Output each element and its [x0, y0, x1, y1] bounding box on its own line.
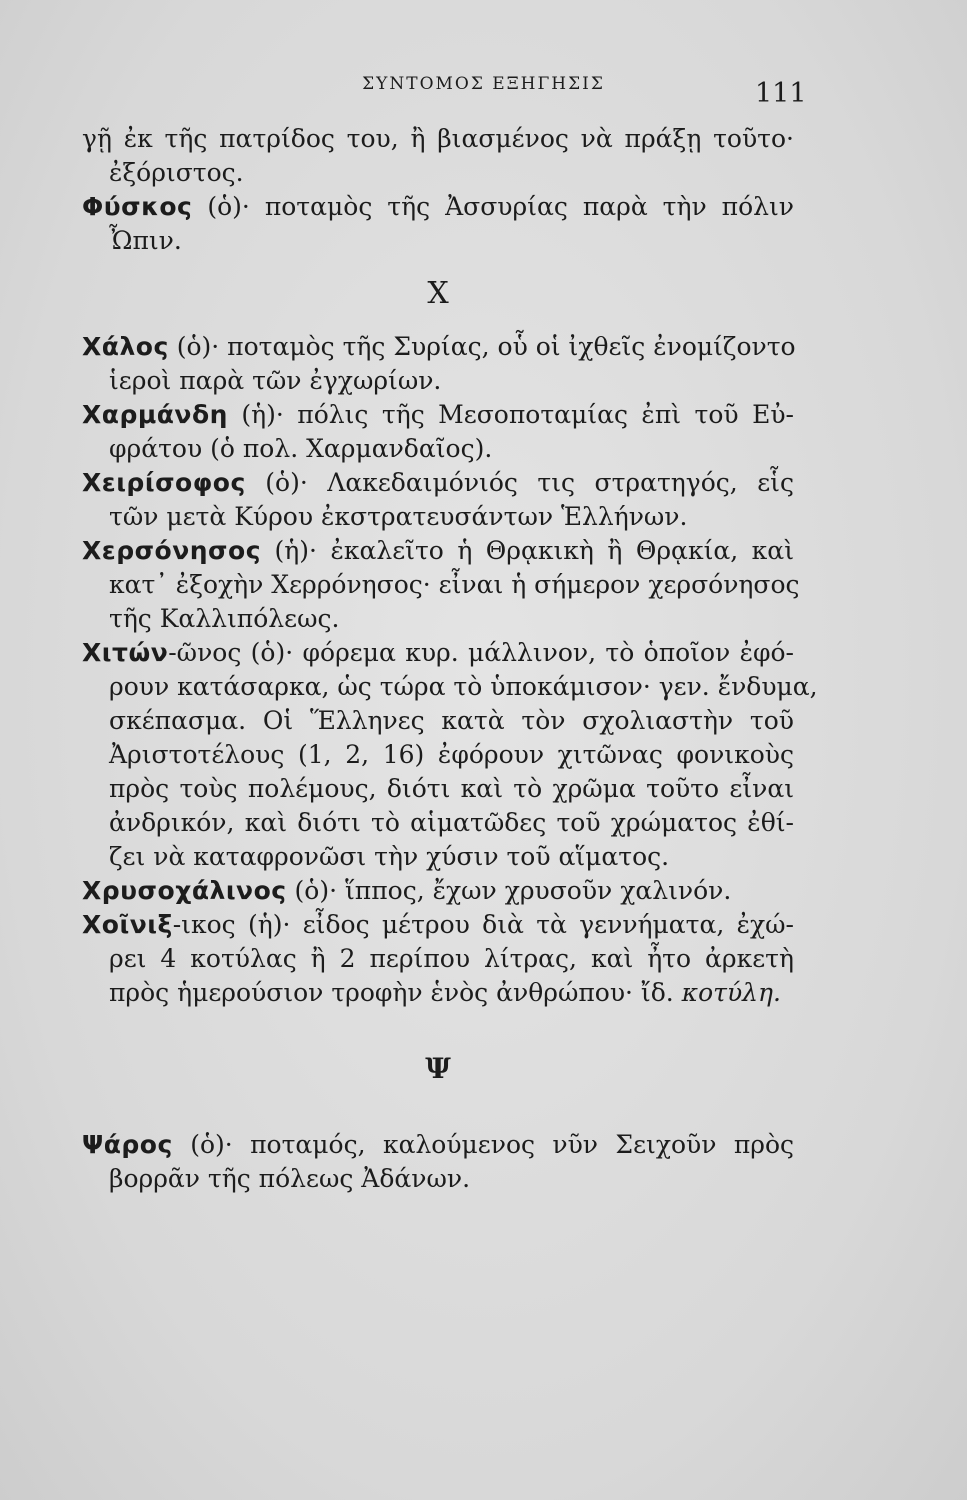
text-line: ρουν κατάσαρκα, ὡς τώρα τὸ ὑποκάμισον· γεν. ἔνδυμα,: [109, 672, 818, 701]
definition: (ὁ)· ποταμὸς τῆς Ἀσσυρίας παρὰ τὴν πόλιν: [192, 192, 794, 221]
definition: -ικος (ἡ)· εἶδος μέτρου διὰ τὰ γεννήματα, ἐχώ-: [172, 910, 794, 939]
text-line: ἐξόριστος.: [109, 158, 244, 187]
text-line: πρὸς τοὺς πολέμους, διότι καὶ τὸ χρῶμα τοῦτο εἶναι: [109, 774, 794, 803]
definition: (ὁ)· Λακεδαιμόνιός τις στρατηγός, εἷς: [245, 468, 794, 497]
text-line: ζει νὰ καταφρονῶσι τὴν χύσιν τοῦ αἵματος.: [109, 842, 670, 871]
entry-chrysochalinos: [82, 874, 794, 908]
text-line: κατ᾽ ἐξοχὴν Χερρόνησος· εἶναι ἡ σήμερον χερσόνησος: [109, 570, 800, 599]
headword: Χρυσοχάλινος: [82, 876, 287, 905]
headword: Χάλος: [82, 332, 169, 361]
text-line: ἱεροὶ παρὰ τῶν ἐγχωρίων.: [109, 366, 442, 395]
text-block: [82, 122, 818, 1196]
headword: Χοῖνιξ: [82, 910, 173, 939]
definition: (ἡ)· ἐκαλεῖτο ἡ Θρᾳκικὴ ἢ Θρᾳκία, καὶ: [261, 536, 794, 565]
text-line: Ἀριστοτέλους (1, 2, 16) ἐφόρουν χιτῶνας φονικοὺς: [109, 740, 794, 769]
headword: Ψάρος: [82, 1130, 173, 1159]
running-head: ΣΥΝΤΟΜΟΣ ΕΞΗΓΗΣΙΣ: [362, 74, 605, 94]
text-line: Ὦπιν.: [109, 226, 182, 255]
text-line: τῆς Καλλιπόλεως.: [109, 604, 340, 633]
section-letter-psi: Ψ: [425, 1052, 451, 1085]
definition: -ῶνος (ὁ)· φόρεμα κυρ. μάλλινον, τὸ ὁποῖον ἐφό-: [168, 638, 794, 667]
text-line: [82, 976, 794, 1010]
definition: (ὁ)· ἵππος, ἔχων χρυσοῦν χαλινόν.: [286, 876, 732, 905]
page-number: 111: [755, 78, 807, 109]
entry-choinix: [82, 908, 794, 942]
text-line: βορρᾶν τῆς πόλεως Ἀδάνων.: [109, 1164, 471, 1193]
entry-chalos: [82, 330, 794, 364]
text-line: ἀνδρικόν, καὶ διότι τὸ αἱματῶδες τοῦ χρώματος ἐθί-: [109, 808, 794, 837]
definition: (ἡ)· πόλις τῆς Μεσοποταμίας ἐπὶ τοῦ Εὐ-: [227, 400, 794, 429]
text-line: φράτου (ὁ πολ. Χαρμανδαῖος).: [109, 434, 493, 463]
definition: (ὁ)· ποταμὸς τῆς Συρίας, οὗ οἱ ἰχθεῖς ἐνομίζοντο: [168, 332, 796, 361]
text-line: γῇ ἐκ τῆς πατρίδος του, ἢ βιασμένος νὰ πράξῃ τοῦτο·: [82, 124, 794, 153]
entry-psaros: [82, 1128, 794, 1162]
text-line: ρει 4 κοτύλας ἢ 2 περίπου λίτρας, καὶ ἦτο ἀρκετὴ: [109, 944, 794, 973]
entry-fyskos: [82, 190, 794, 224]
headword: Φύσκος: [82, 192, 193, 221]
text-span: πρὸς ἡμερούσιον τροφὴν ἑνὸς ἀνθρώπου· ἴδ.: [109, 978, 682, 1007]
entry-cheirisophos: [82, 466, 794, 500]
text-line: σκέπασμα. Οἱ Ἕλληνες κατὰ τὸν σχολιαστὴν τοῦ: [109, 706, 794, 735]
headword: Χερσόνησος: [82, 536, 262, 565]
entry-chersonesos: [82, 534, 794, 568]
section-letter-chi: Χ: [427, 276, 449, 311]
definition: (ὁ)· ποταμός, καλούμενος νῦν Σειχοῦν πρὸς: [172, 1130, 794, 1159]
cross-reference: κοτύλη.: [681, 978, 781, 1007]
text-line: τῶν μετὰ Κύρου ἐκστρατευσάντων Ἑλλήνων.: [109, 502, 688, 531]
headword: Χαρμάνδη: [82, 400, 228, 429]
headword: Χειρίσοφος: [82, 468, 246, 497]
headword: Χιτών: [82, 638, 169, 667]
entry-charmande: [82, 398, 794, 432]
entry-chiton: [82, 636, 794, 670]
